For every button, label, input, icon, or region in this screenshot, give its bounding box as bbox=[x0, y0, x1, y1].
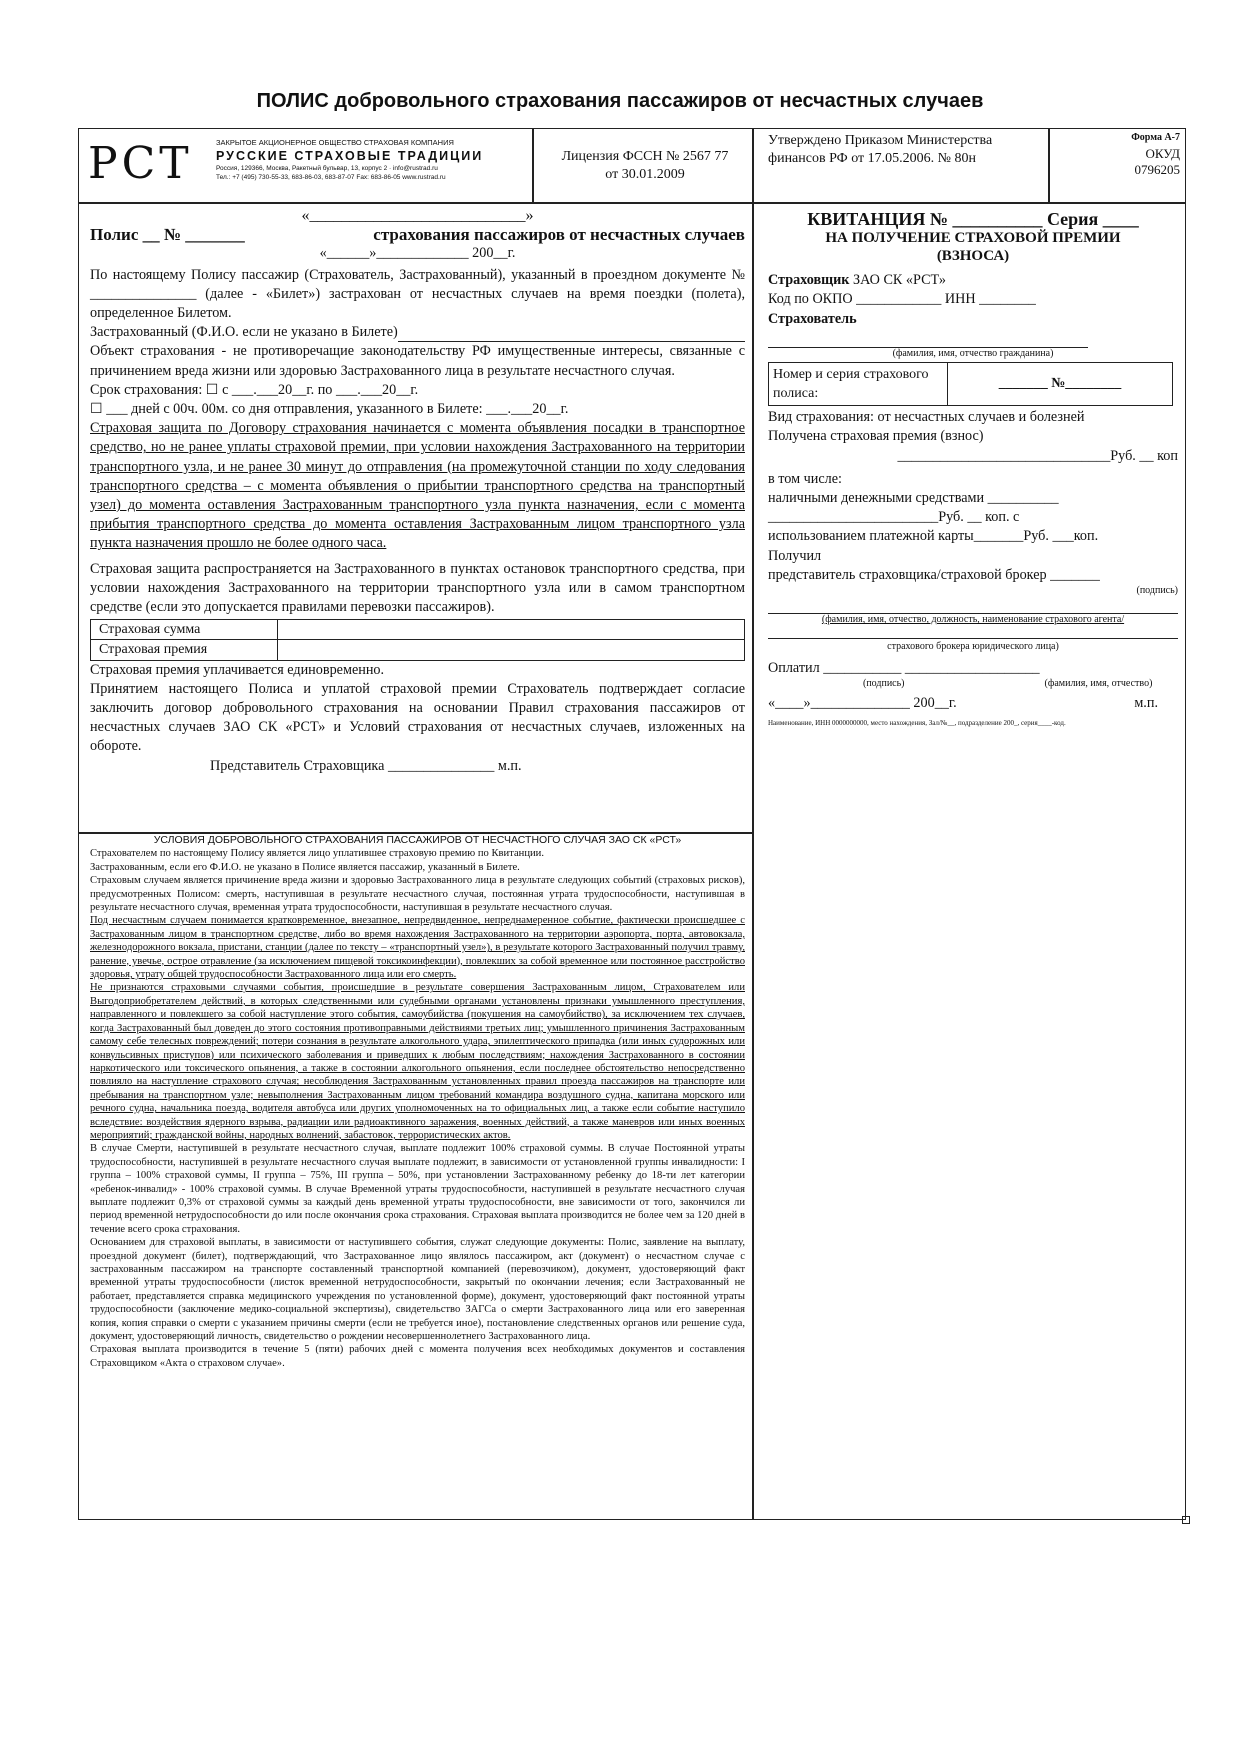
policyholder-field[interactable] bbox=[768, 329, 1088, 348]
terms-section bbox=[90, 834, 745, 1370]
license-number: Лицензия ФССН № 2567 77 bbox=[561, 149, 729, 164]
agent-caption: (фамилия, имя, отчество, должность, наименование страхового агента/ bbox=[821, 614, 1125, 626]
premium-once: Страховая премия уплачивается единовременно. bbox=[90, 661, 385, 678]
insured-row bbox=[90, 323, 745, 342]
cash-amount[interactable]: ________________________Руб. __ коп. с bbox=[768, 509, 1020, 526]
card-payment[interactable]: использованием платежной карты_______Руб. ___коп. bbox=[768, 528, 1099, 545]
insurer-value: ЗАО СК «РСТ» bbox=[853, 272, 946, 289]
approval-block bbox=[768, 132, 1048, 168]
okud-label: ОКУД bbox=[1145, 146, 1180, 161]
coverage-area: Страховая защита распространяется на Застрахованного в пунктах остановок транспортного средства, при условии нахождения Застрахованного на территории транспортного узла или в самом транспортном средстве (если это допускается правилами перевозки пассажиров). bbox=[90, 560, 745, 616]
logo-line1: ЗАКРЫТОЕ АКЦИОНЕРНОЕ ОБЩЕСТВО СТРАХОВАЯ КОМПАНИЯ bbox=[216, 138, 454, 147]
coverage-start: Страховая защита по Договору страхования начинается с момента объявления посадки в транспортное средство, но не ранее уплаты страховой премии, при условии нахождения Застрахованного на территории транспортного узла, и не ранее 30 минут до отправления (на промежуточной станции по ходу следования транспортного средства – с момента объявления о прибытии транспортного средства на транспортный узел) до момента оставления Застрахованным транспортного узла пункта назначения, если с момента прибытия транспортного средства до момента оставления Застрахованным лицом транспортного узла пункта назначения прошло не более одного часа. bbox=[90, 420, 745, 552]
broker-caption: страхового брокера юридического лица) bbox=[887, 641, 1059, 653]
agent-sign-caption: (подпись) bbox=[1136, 585, 1178, 597]
including-label: в том числе: bbox=[768, 470, 842, 487]
terms-p5: Не признаются страховыми случаями события, происшедшие в результате совершения Застрахованным лицом, Страхователем или Выгодоприобретателем действий, в которых следственными или судебными органами установлены признаки умышленного преступления, направленного и повлекшего за собой наступление этого события, самоубийства (покушения на самоубийство), за исключением тех случаев, когда Застрахованный был доведен до этого состояния противоправными действиями третьих лиц; умышленного причинения Застрахованным самому себе телесных повреждений; потери сознания в результате алкогольного удара, эпилептического припадка (или иных судорожных или конвульсивных приступов) или психического заболевания и приведших к любым последствиям; нахождения Застрахованного в состоянии наркотического или токсического опьянения, а также в состоянии алкогольного опьянения, если последнее обстоятельство непосредственно повлияло на наступление страхового случая; несоблюдения Застрахованным установленных правил проезда пассажиров на транспорте или пребывания на транспортном узле; невыполнения Застрахованным лицом требований командира воздушного судна, капитана морского или речного судна, начальника поезда, водителя автобуса или других уполномоченных на то официальных лиц, а также если событие наступило вследствие: воздействия ядерного взрыва, радиации или радиоактивного заражения, военных действий, а также маневров или иных военных мероприятий; гражданской войны, народных волнений, забастовок, террористических актов. bbox=[90, 982, 745, 1141]
logo-text bbox=[216, 138, 536, 181]
policy-date: «______»_____________ 200__г. bbox=[319, 245, 516, 262]
approval-line1: Утверждено Приказом Министерства bbox=[768, 133, 993, 148]
receipt-date[interactable]: «____»______________ 200__г. bbox=[768, 695, 957, 712]
okud-divider bbox=[1048, 128, 1050, 203]
policy-number-label: Номер и серия страхового полиса: bbox=[769, 362, 948, 405]
okud-code: 0796205 bbox=[1134, 162, 1180, 177]
approval-line2: финансов РФ от 17.05.2006. № 80н bbox=[768, 151, 976, 166]
company-phones: Тел.: +7 (495) 730-55-33, 683-86-03, 683-87-07 Fax: 683-86-05 www.rustrad.ru bbox=[216, 174, 446, 181]
policy-section bbox=[90, 206, 745, 776]
okpo-row[interactable]: Код по ОКПО ____________ ИНН ________ bbox=[768, 291, 1036, 308]
paid-sign-caption: (подпись) bbox=[863, 678, 905, 690]
header-divider bbox=[78, 202, 1186, 204]
premium-label: Страховая премия bbox=[91, 640, 278, 660]
terms-p7: Основанием для страховой выплаты, в зависимости от наступившего события, служат следующие документы: Полис, заявление на выплату, проездной документ (билет), подтверждающий, что Застрахованное лицо являлось пассажиром, акт (документ) о несчастном случае с застрахованным пассажиром на транспорте составленный транспортной компанией (перевозчиком), документ, удостоверяющий факт временной утраты трудоспособности (листок временной нетрудоспособности, закрытый по окончании лечения; если Застрахованный не работает, представляется справка медицинского учреждения по установленной форме), документ, удостоверяющий факт постоянной утраты трудоспособности (заключение медико-социальной экспертизы), свидетельство ЗАГСа о смерти Застрахованного лица или его заверенная копия, копия справки о смерти с указанием причины смерти (если не требуется иное), постановление следственных органов или решение суда, документ, удостоверяющий личность, свидетельство о рождении несовершеннолетнего Застрахованного лица. bbox=[90, 1237, 745, 1343]
premium-amount[interactable]: ______________________________Руб. __ коп bbox=[897, 447, 1178, 464]
table-row bbox=[91, 640, 745, 660]
acceptance-text: Принятием настоящего Полиса и уплатой страховой премии Страхователь подтверждает согласие заключить договор добровольного страхования на основании Правил страхования пассажиров от несчастных случаев ЗАО СК «РСТ» и Условий страхования от несчастных случаев, изложенных на обороте. bbox=[90, 680, 745, 755]
insured-label: Застрахованный (Ф.И.О. если не указано в Билете) bbox=[90, 324, 398, 341]
logo-mark: РСТ bbox=[88, 138, 193, 189]
premium-received: Получена страховая премия (взнос) bbox=[768, 428, 984, 445]
receipt-heading: КВИТАНЦИЯ № __________ Серия ____ bbox=[807, 209, 1139, 229]
sum-value[interactable] bbox=[278, 620, 745, 640]
company-name: РУССКИЕ СТРАХОВЫЕ ТРАДИЦИИ bbox=[216, 149, 484, 163]
policy-heading-text: страхования пассажиров от несчастных случаев bbox=[373, 225, 745, 245]
agent-field[interactable] bbox=[768, 597, 1178, 614]
okud-block bbox=[1058, 130, 1180, 178]
license-block bbox=[540, 148, 750, 184]
receipt-subheading: НА ПОЛУЧЕНИЕ СТРАХОВОЙ ПРЕМИИ bbox=[825, 230, 1121, 247]
insurance-kind: Вид страхования: от несчастных случаев и болезней bbox=[768, 409, 1085, 426]
received-label: Получил bbox=[768, 547, 822, 564]
paid-captions bbox=[768, 678, 1178, 690]
insurer-label: Страховщик bbox=[768, 272, 850, 289]
company-address: Россия, 129366, Москва, Ракетный бульвар, 13, корпус 2 · info@rustrad.ru bbox=[216, 165, 438, 172]
insured-field[interactable] bbox=[398, 323, 745, 342]
cash-label: наличными денежными средствами __________ bbox=[768, 490, 1059, 507]
insurer-row bbox=[768, 271, 1178, 290]
receipt-stamp: м.п. bbox=[1134, 695, 1158, 712]
insurance-days[interactable]: ☐ ___ дней с 00ч. 00м. со дня отправления, указанного в Билете: ___.___20__г. bbox=[90, 401, 569, 418]
paid-fio-caption: (фамилия, имя, отчество) bbox=[1044, 678, 1153, 690]
insurer-representative: Представитель Страховщика _______________ м.п. bbox=[210, 757, 522, 774]
page-title: ПОЛИС добровольного страхования пассажиров от несчастных случаев bbox=[256, 90, 984, 112]
premium-value[interactable] bbox=[278, 640, 745, 660]
receipt-subheading2: (ВЗНОСА) bbox=[936, 248, 1010, 265]
sum-table bbox=[90, 619, 745, 660]
receipt-section bbox=[768, 210, 1178, 728]
policy-quote-line: «___________________________» bbox=[301, 207, 534, 224]
table-row bbox=[769, 362, 1173, 405]
terms-p1: Страхователем по настоящему Полису является лицо уплатившее страховую премию по Квитанции. bbox=[90, 848, 544, 860]
terms-p6: В случае Смерти, наступившей в результате несчастного случая, выплате подлежит 100% страховой суммы. В случае Постоянной утраты трудоспособности, наступившей в результате несчастного случая выплате подлежит, в зависимости от установленной группы инвалидности: I группа – 100% страховой суммы, II группа – 75%, III группа – 50%, при установлении Застрахованному ребенку до 18-ти лет категории «ребенок-инвалид» - 100% страховой суммы. В случае Временной утраты трудоспособности, наступившей в результате несчастного случая выплате подлежит 0,3% от страховой суммы за каждый день временной утраты трудоспособности, вне зависимости от того, закончился ли период временной нетрудоспособности до или после окончания срока страхования. Страховая выплата производится не более чем за 120 дней в течение всего срока страхования. bbox=[90, 1143, 745, 1235]
policy-intro: По настоящему Полису пассажир (Страхователь, Застрахованный), указанный в проездном документе № _______________ (далее - «Билет») застрахован от несчастных случаев на время поездки (полета), определенное Билетом. bbox=[90, 266, 745, 322]
broker-field[interactable] bbox=[768, 626, 1178, 639]
column-divider bbox=[752, 128, 754, 1520]
paid-row[interactable]: Оплатил ___________ ___________________ bbox=[768, 660, 1040, 677]
sum-label: Страховая сумма bbox=[91, 620, 278, 640]
policy-number: Полис __ № _______ bbox=[90, 225, 245, 245]
receipt-footnote: Наименование, ИНН 0000000000, место нахождения, Зал/№__, подразделение 200_, серия____-код. bbox=[768, 719, 1066, 728]
form-code: Форма А-7 bbox=[1131, 132, 1180, 143]
company-logo bbox=[88, 134, 538, 196]
terms-p2: Застрахованным, если его Ф.И.О. не указано в Полисе является пассажир, указанный в Билете. bbox=[90, 861, 520, 873]
policy-number-table bbox=[768, 362, 1173, 406]
terms-p8: Страховая выплата производится в течение 5 (пяти) рабочих дней с момента получения всех необходимых документов и составления Страховщиком «Акта о страховом случае». bbox=[90, 1344, 745, 1369]
terms-p4: Под несчастным случаем понимается кратковременное, внезапное, непредвиденное, непреднамеренное событие, фактически происшедшее с Застрахованным лицом в транспортном средстве, либо во время нахождения Застрахованного на территории аэропорта, порта, автовокзала, железнодорожного вокзала, пристани, станции (далее по тексту – «транспортный узел»), в результате которого Застрахованный получил травму, ранение, увечье, острое отравление (за исключением пищевой токсикоинфекции), повлекших за собой временное или постоянное расстройство здоровья, утрату общей трудоспособности Застрахованного лица или его смерть. bbox=[90, 915, 745, 981]
policy-number-value[interactable]: _______ №________ bbox=[948, 362, 1173, 405]
agent-label[interactable]: представитель страховщика/страховой брокер _______ bbox=[768, 566, 1100, 583]
resize-handle bbox=[1182, 1516, 1190, 1524]
terms-title: УСЛОВИЯ ДОБРОВОЛЬНОГО СТРАХОВАНИЯ ПАССАЖИРОВ ОТ НЕСЧАСТНОГО СЛУЧАЯ ЗАО СК «РСТ» bbox=[153, 834, 682, 846]
terms-p3: Страховым случаем является причинение вреда жизни и здоровью Застрахованного лица в результате следующих событий (страховых рисков), предусмотренных Полисом: смерть, наступившая в результате несчастного случая, постоянная утрата трудоспособности, наступившая в результате несчастного случая, временная утрата трудоспособности, наступившая в результате несчастного случая. bbox=[90, 875, 745, 914]
table-row bbox=[91, 620, 745, 640]
insurance-object: Объект страхования - не противоречащие законодательству РФ имущественные интересы, связанные с причинением вреда жизни или здоровью Застрахованного лица в результате несчастного случая. bbox=[90, 343, 745, 379]
policy-heading bbox=[90, 225, 745, 244]
policyholder-label: Страхователь bbox=[768, 310, 857, 327]
license-date: от 30.01.2009 bbox=[605, 167, 685, 182]
receipt-date-row bbox=[768, 694, 1178, 713]
insurance-term[interactable]: Срок страхования: ☐ с ___.___20__г. по ___.___20__г. bbox=[90, 381, 419, 398]
fio-caption: (фамилия, имя, отчество гражданина) bbox=[892, 347, 1054, 359]
